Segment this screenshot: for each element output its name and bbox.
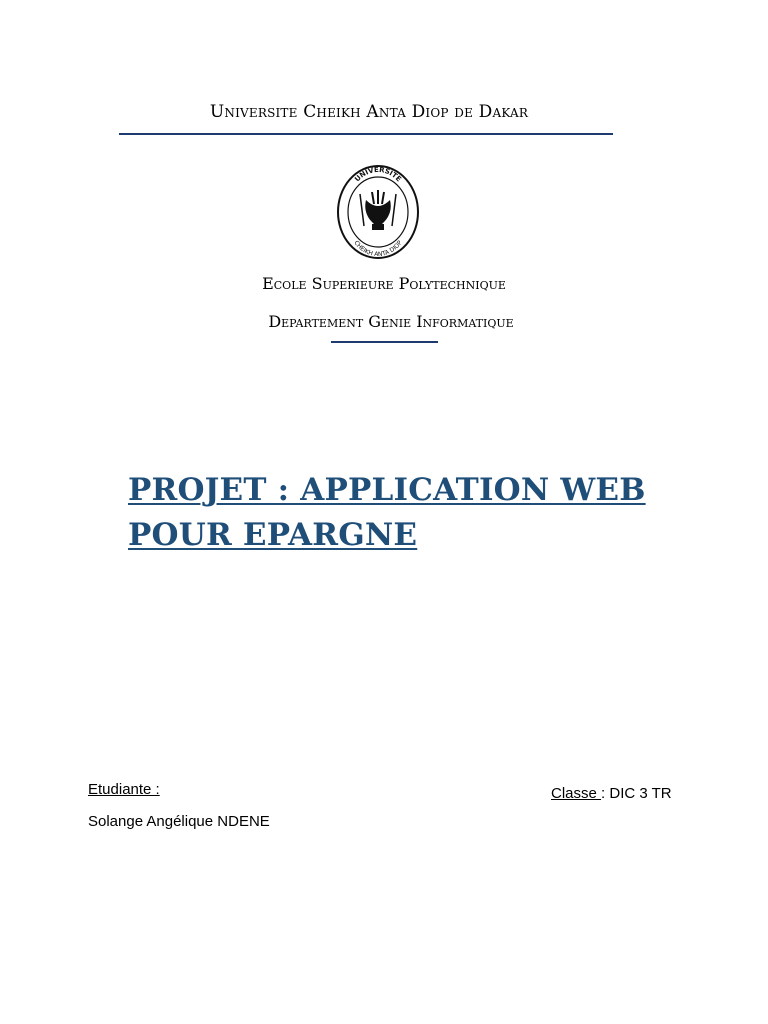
svg-text:CHEIKH ANTA DIOP: [352, 239, 403, 258]
university-seal-icon: [336, 164, 420, 260]
section-divider: [331, 341, 438, 343]
seal-top-text: UNIVERSITE: [353, 165, 403, 184]
class-label: Classe: [551, 785, 602, 802]
project-title: PROJET : APPLICATION WEB POUR EPARGNE: [128, 472, 646, 553]
class-value: : DIC 3 TR: [601, 785, 672, 802]
class-info: [551, 785, 672, 802]
seal-bottom-text: CHEIKH ANTA DIOP: [352, 239, 404, 259]
svg-text:UNIVERSITE: [353, 166, 403, 184]
header-divider: [119, 133, 613, 135]
student-name: Solange Angélique NDENE: [88, 813, 270, 830]
department-name: Departement Genie Informatique: [268, 312, 514, 331]
university-name: Universite Cheikh Anta Diop de Dakar: [209, 102, 529, 122]
school-name: Ecole Superieure Polytechnique: [262, 274, 506, 293]
student-label: Etudiante :: [88, 781, 160, 798]
